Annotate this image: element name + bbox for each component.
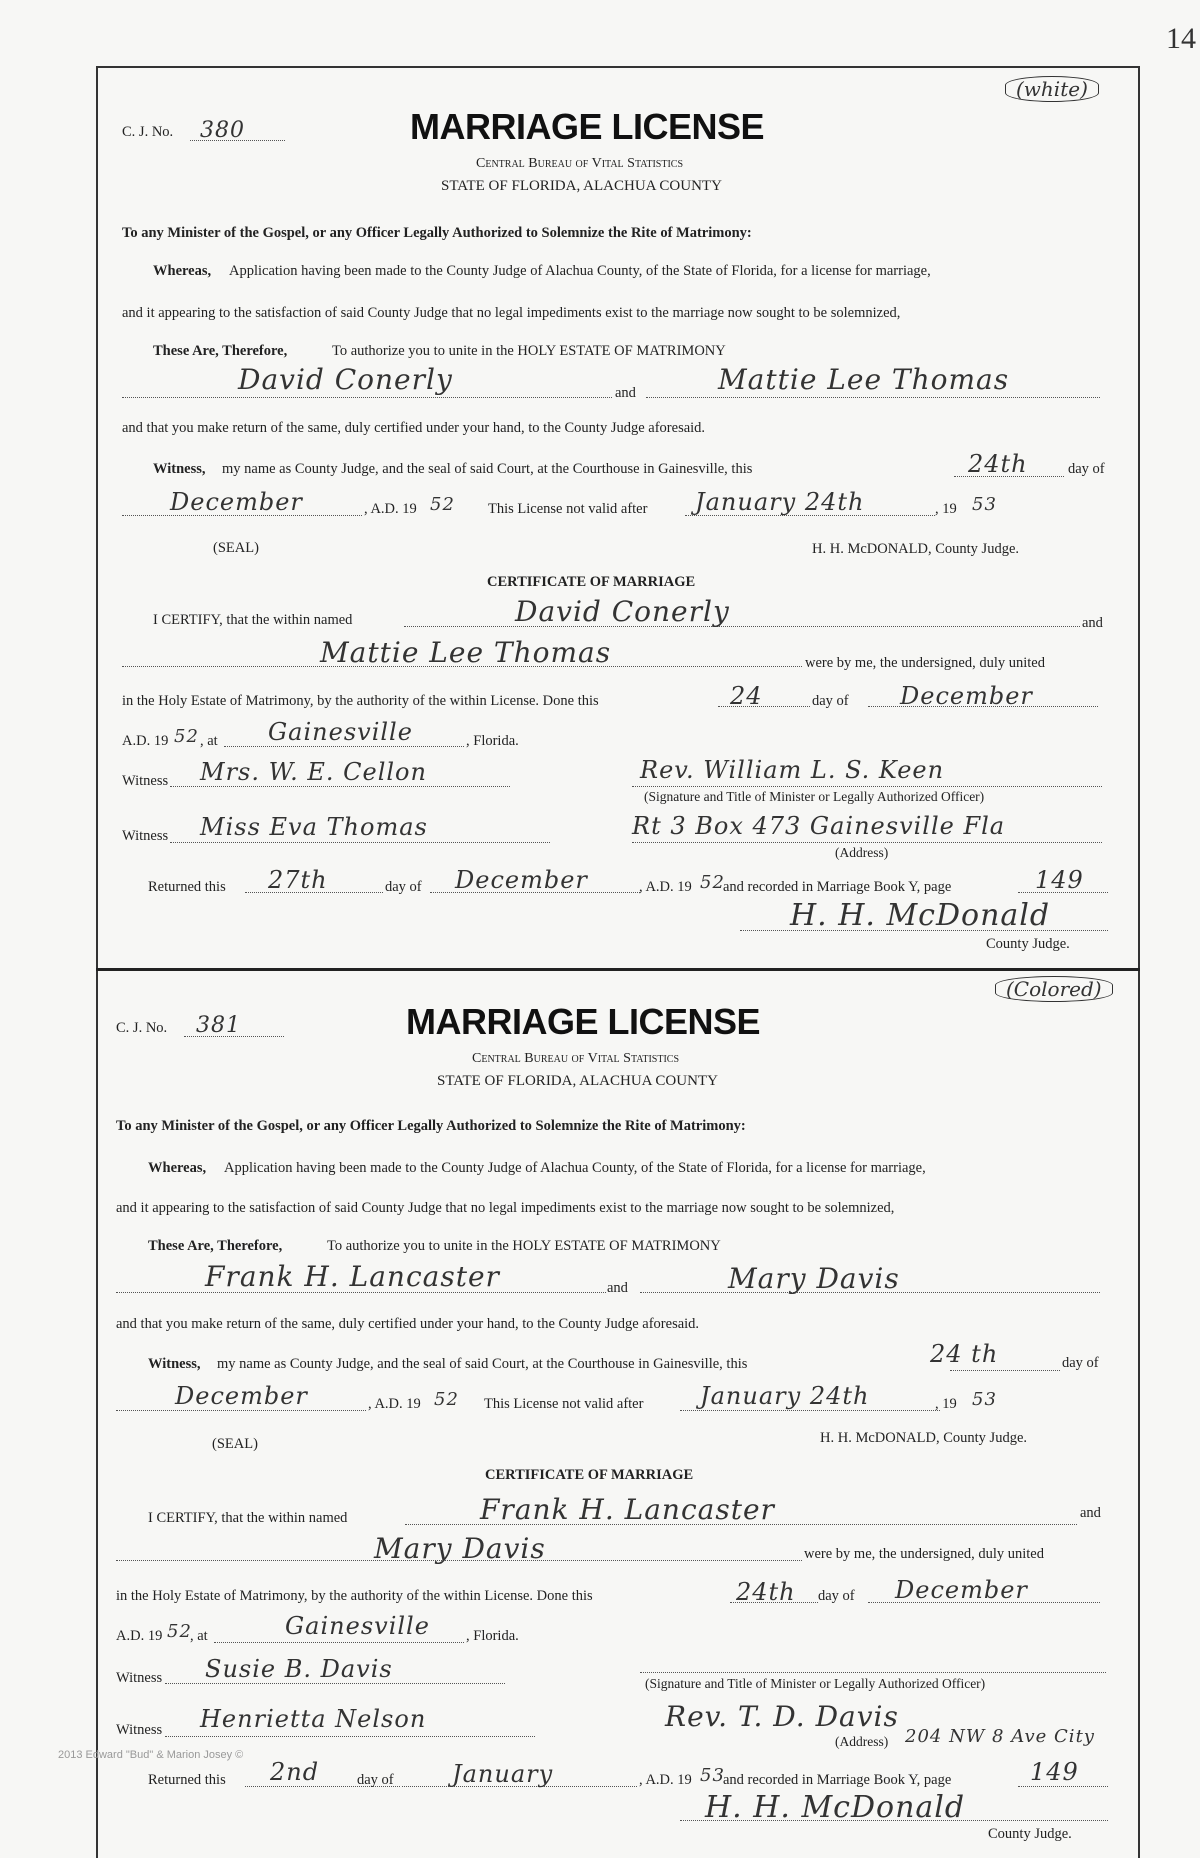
seal-label: (SEAL) <box>212 1436 258 1452</box>
address-caption: (Address) <box>835 1734 889 1749</box>
done-day: 24 <box>730 682 763 710</box>
witness2: Henrietta Nelson <box>200 1705 427 1733</box>
florida-word: , Florida. <box>466 1628 519 1644</box>
done-month: December <box>900 682 1033 710</box>
recorded-ad19: , A.D. 19 <box>639 879 692 895</box>
these-text: To authorize you to unite in the HOLY ESTATE OF MATRIMONY <box>327 1238 721 1254</box>
expires-date: January 24th <box>695 488 865 516</box>
certify-text: I CERTIFY, that the within named <box>153 612 353 628</box>
witness2: Miss Eva Thomas <box>200 813 428 841</box>
address-caption: (Address) <box>835 845 889 860</box>
returned-day: 27th <box>268 866 328 894</box>
witness-label: Witness, <box>148 1356 201 1372</box>
expires-date: January 24th <box>700 1382 870 1410</box>
return-text: and that you make return of the same, duly certified under your hand, to the County Judge aforesaid. <box>116 1316 700 1332</box>
witness2-label: Witness <box>116 1722 163 1738</box>
bureau-line: Central Bureau of Vital Statistics <box>472 1051 680 1066</box>
appearing-text: and it appearing to the satisfaction of said County Judge that no legal impediments exist to the marriage now sought to be solemnized, <box>116 1200 895 1216</box>
section-separator <box>96 968 1140 971</box>
done-day-of: day of <box>818 1588 855 1604</box>
place: Gainesville <box>285 1612 430 1640</box>
address-line: To any Minister of the Gospel, or any Officer Legally Authorized to Solemnize the Rite of Matrimony: <box>116 1118 746 1134</box>
license-title: MARRIAGE LICENSE <box>406 1001 761 1042</box>
whereas-text: Application having been made to the County Judge of Alachua County, of the State of Florida, for a license for marriage, <box>224 1160 926 1176</box>
county-judge: County Judge. <box>988 1826 1072 1842</box>
done-year: 52 <box>174 726 199 747</box>
officiant-signature: Rev. T. D. Davis <box>665 1700 899 1733</box>
ad19-prefix: A.D. 19 <box>116 1628 163 1644</box>
officiant-address: 204 NW 8 Ave City <box>905 1726 1095 1747</box>
copyright-notice: 2013 Edward "Bud" & Marion Josey © <box>58 1749 244 1761</box>
ad-19: , A.D. 19 <box>364 501 417 517</box>
witness1: Susie B. Davis <box>205 1655 393 1683</box>
returned-text: Returned this <box>148 1772 226 1788</box>
sig-caption: (Signature and Title of Minister or Legally Authorized Officer) <box>645 1676 986 1691</box>
return-text: and that you make return of the same, duly certified under your hand, to the County Judge aforesaid. <box>122 420 706 436</box>
witness-label: Witness, <box>153 461 206 477</box>
officiant-signature: Rev. William L. S. Keen <box>640 756 945 784</box>
whereas-text: Application having been made to the County Judge of Alachua County, of the State of Florida, for a license for marriage, <box>229 263 931 279</box>
cert-and: and <box>1082 615 1103 631</box>
witness1-label: Witness <box>122 773 169 789</box>
these-label: These Are, Therefore, <box>148 1238 283 1254</box>
race-note: (white) <box>1005 76 1099 102</box>
issue-day: 24th <box>968 450 1028 478</box>
cert-groom: David Conerly <box>515 595 730 628</box>
cert-bride: Mary Davis <box>374 1532 546 1565</box>
issue-day: 24 th <box>930 1340 999 1368</box>
cert-bride: Mattie Lee Thomas <box>320 636 612 669</box>
book-page: 149 <box>1035 866 1084 894</box>
united-text: were by me, the undersigned, duly united <box>804 1546 1044 1562</box>
recorded-tail: and recorded in Marriage Book Y, page <box>723 1772 952 1788</box>
witness1: Mrs. W. E. Cellon <box>200 758 427 786</box>
done-day-of: day of <box>812 693 849 709</box>
license-title: MARRIAGE LICENSE <box>410 106 765 147</box>
cert-title: CERTIFICATE OF MARRIAGE <box>485 1467 694 1483</box>
expires-year: 53 <box>972 1389 997 1410</box>
returned-day-of: day of <box>357 1772 394 1788</box>
book-page: 149 <box>1030 1758 1079 1786</box>
done-year: 52 <box>167 1621 192 1642</box>
whereas-label: Whereas, <box>153 263 212 279</box>
bureau-line: Central Bureau of Vital Statistics <box>476 156 684 171</box>
judge-signature: H. H. McDonald <box>790 898 1051 933</box>
recorded-ad19: , A.D. 19 <box>639 1772 692 1788</box>
witness-text: my name as County Judge, and the seal of said Court, at the Courthouse in Gainesville, this <box>222 461 753 477</box>
cj-label: C. J. No. <box>122 124 174 140</box>
seal-label: (SEAL) <box>213 540 259 556</box>
and-word: and <box>607 1280 628 1296</box>
sig-caption: (Signature and Title of Minister or Legally Authorized Officer) <box>644 789 985 804</box>
cert-title: CERTIFICATE OF MARRIAGE <box>487 574 696 590</box>
not-valid-text: This License not valid after <box>488 501 648 517</box>
united-text: were by me, the undersigned, duly united <box>805 655 1045 671</box>
state-line: STATE OF FLORIDA, ALACHUA COUNTY <box>441 178 722 194</box>
place: Gainesville <box>268 718 413 746</box>
state-line: STATE OF FLORIDA, ALACHUA COUNTY <box>437 1073 718 1089</box>
ad-19: , A.D. 19 <box>368 1396 421 1412</box>
these-text: To authorize you to unite in the HOLY ESTATE OF MATRIMONY <box>332 343 726 359</box>
holy-estate-text: in the Holy Estate of Matrimony, by the authority of the within License. Done this <box>116 1588 593 1604</box>
address-line: To any Minister of the Gospel, or any Officer Legally Authorized to Solemnize the Rite of Matrimony: <box>122 225 752 241</box>
groom-name: David Conerly <box>238 363 453 396</box>
appearing-text: and it appearing to the satisfaction of said County Judge that no legal impediments exist to the marriage now sought to be solemnized, <box>122 305 901 321</box>
done-month: December <box>895 1576 1028 1604</box>
returned-day: 2nd <box>270 1758 320 1786</box>
judge-printed: H. H. McDONALD, County Judge. <box>820 1430 1028 1446</box>
recorded-tail: and recorded in Marriage Book Y, page <box>723 879 952 895</box>
florida-word: , Florida. <box>466 733 519 749</box>
issue-month: December <box>170 488 303 516</box>
expires-year: 53 <box>972 494 997 515</box>
witness-text: my name as County Judge, and the seal of said Court, at the Courthouse in Gainesville, this <box>217 1356 748 1372</box>
at-word: , at <box>200 733 218 749</box>
page-number: 14 <box>1166 22 1196 55</box>
witness1-label: Witness <box>116 1670 163 1686</box>
cert-and: and <box>1080 1505 1101 1521</box>
not-valid-text: This License not valid after <box>484 1396 644 1412</box>
returned-year: 53 <box>700 1765 725 1786</box>
returned-month: January <box>452 1760 554 1788</box>
issue-year: 52 <box>430 494 455 515</box>
certify-text: I CERTIFY, that the within named <box>148 1510 348 1526</box>
cert-groom: Frank H. Lancaster <box>480 1493 775 1526</box>
returned-text: Returned this <box>148 879 226 895</box>
cj-label: C. J. No. <box>116 1020 168 1036</box>
day-of: day of <box>1062 1355 1099 1371</box>
groom-name: Frank H. Lancaster <box>205 1260 500 1293</box>
judge-signature: H. H. McDonald <box>705 1790 966 1825</box>
race-note: (Colored) <box>995 976 1113 1002</box>
ad19-prefix: A.D. 19 <box>122 733 169 749</box>
done-day: 24th <box>736 1578 796 1606</box>
issue-year: 52 <box>434 1389 459 1410</box>
bride-name: Mattie Lee Thomas <box>718 363 1010 396</box>
at-word: , at <box>190 1628 208 1644</box>
county-judge: County Judge. <box>986 936 1070 952</box>
cj-number: 380 <box>200 118 245 143</box>
whereas-label: Whereas, <box>148 1160 207 1176</box>
holy-estate-text: in the Holy Estate of Matrimony, by the authority of the within License. Done this <box>122 693 599 709</box>
these-label: These Are, Therefore, <box>153 343 288 359</box>
witness2-label: Witness <box>122 828 169 844</box>
comma-19: , 19 <box>935 501 957 517</box>
bride-name: Mary Davis <box>728 1262 900 1295</box>
returned-day-of: day of <box>385 879 422 895</box>
and-word: and <box>615 385 636 401</box>
cj-number: 381 <box>196 1013 241 1038</box>
day-of: day of <box>1068 461 1105 477</box>
officiant-address: Rt 3 Box 473 Gainesville Fla <box>632 812 1006 840</box>
returned-year: 52 <box>700 872 725 893</box>
judge-printed: H. H. McDONALD, County Judge. <box>812 541 1020 557</box>
issue-month: December <box>175 1382 308 1410</box>
returned-month: December <box>455 866 588 894</box>
comma-19: , 19 <box>935 1396 957 1412</box>
